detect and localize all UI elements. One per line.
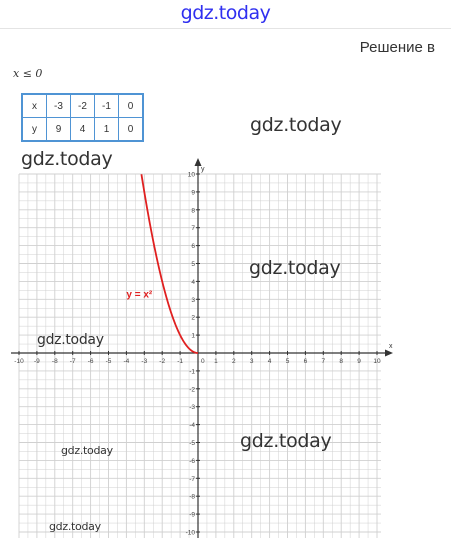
table-cell: -1 — [95, 94, 119, 118]
y-tick-label: 7 — [191, 225, 195, 233]
y-tick-label: -2 — [189, 386, 195, 394]
table-cell: y — [22, 118, 47, 142]
x-tick-label: -2 — [159, 358, 166, 365]
table-cell: 0 — [119, 94, 144, 118]
x-tick-label: -10 — [14, 358, 24, 365]
solution-heading: Решение в — [359, 39, 435, 56]
x-tick-label: 1 — [214, 358, 218, 365]
x-tick-label: -6 — [87, 358, 94, 365]
x-axis-arrow — [385, 350, 393, 357]
y-axis-arrow — [195, 158, 202, 166]
x-tick-label: 4 — [267, 358, 272, 365]
watermark: gdz.today — [250, 114, 342, 136]
x-tick-label: -4 — [123, 358, 130, 365]
site-logo[interactable]: gdz.today — [180, 2, 271, 24]
x-tick-label: -5 — [105, 358, 112, 365]
x-tick-label: 5 — [285, 358, 290, 365]
x-tick-label: 8 — [339, 358, 344, 365]
x-tick-label: -9 — [34, 358, 40, 365]
watermark: gdz.today — [21, 148, 113, 170]
x-tick-label: 2 — [231, 358, 236, 365]
watermark: gdz.today — [249, 257, 341, 279]
y-tick-label: -3 — [189, 404, 195, 412]
watermark: gdz.today — [49, 520, 101, 533]
y-tick-label: -5 — [189, 440, 195, 447]
x-tick-label: 9 — [357, 358, 361, 365]
y-tick-label: -8 — [189, 493, 195, 501]
y-tick-label: 1 — [191, 332, 195, 340]
table-cell: 0 — [119, 118, 144, 142]
y-tick-label: 4 — [191, 278, 195, 286]
y-tick-label: -6 — [189, 457, 195, 465]
watermark: gdz.today — [61, 444, 113, 457]
series-label: y = x² — [126, 289, 153, 301]
x-tick-label: 10 — [373, 358, 381, 365]
origin-label: 0 — [201, 358, 205, 365]
x-axis-label: x — [389, 343, 393, 350]
table-cell: 1 — [95, 118, 119, 142]
x-tick-label: 6 — [303, 358, 308, 365]
y-tick-label: -7 — [189, 475, 195, 483]
y-tick-label: 3 — [191, 296, 195, 304]
x-tick-label: -8 — [51, 358, 58, 365]
y-tick-label: 6 — [191, 243, 195, 251]
x-tick-label: -7 — [69, 358, 76, 365]
x-tick-label: 7 — [321, 358, 326, 365]
y-tick-label: 2 — [191, 314, 195, 322]
y-tick-label: -1 — [189, 368, 195, 376]
table-cell: 9 — [47, 118, 71, 142]
x-tick-label: -1 — [177, 358, 183, 365]
table-cell: -2 — [71, 94, 95, 118]
table-cell: x — [22, 94, 47, 118]
y-tick-label: -10 — [185, 529, 195, 537]
y-tick-label: -4 — [189, 422, 195, 430]
y-tick-label: -9 — [189, 511, 195, 519]
table-cell: 4 — [71, 118, 95, 142]
y-tick-label: 5 — [191, 261, 195, 268]
x-tick-label: -3 — [141, 358, 148, 365]
watermark: gdz.today — [37, 332, 104, 348]
watermark: gdz.today — [240, 430, 332, 452]
y-axis-label: y — [201, 166, 205, 173]
y-tick-label: 9 — [191, 189, 195, 197]
condition-text: x ≤ 0 — [13, 67, 43, 80]
x-tick-label: 3 — [249, 358, 254, 365]
y-tick-label: 8 — [191, 207, 195, 215]
y-tick-label: 10 — [187, 171, 195, 179]
table-cell: -3 — [47, 94, 71, 118]
